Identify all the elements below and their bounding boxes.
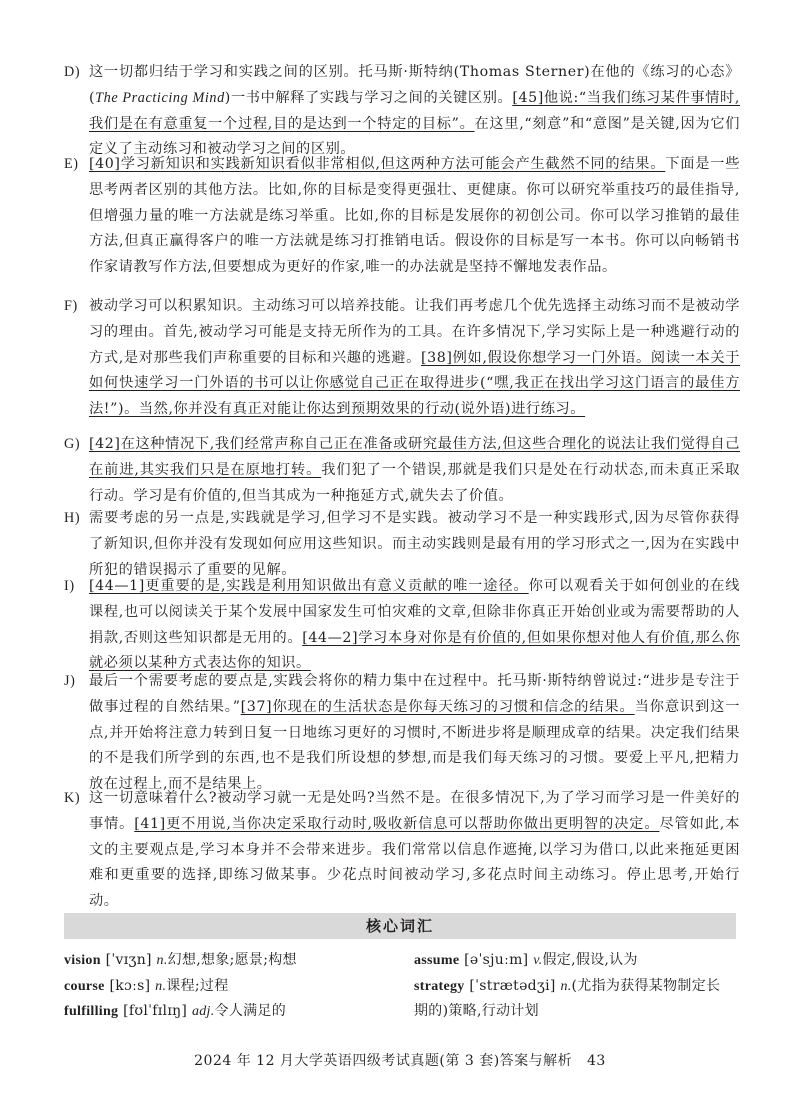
paragraph-label: J) (64, 673, 76, 689)
vocab-definition: (尤指为获得某物制定长 (571, 977, 721, 994)
paragraph-text (64, 432, 740, 509)
paragraph-text (64, 506, 740, 583)
vocab-phonetic: [fʊlˈfɪlɪŋ] (123, 1003, 188, 1019)
paragraph-label: D) (64, 64, 81, 80)
underlined-answer-41: [41]更不用说,当你决定采取行动时,吸收新信息可以帮助你做出更明智的决定。 (134, 815, 660, 832)
text-run: 下面是一些思考两者区别的其他方法。比如,你的目标是变得更强壮、更健康。你可以研究举重技巧的最佳指导,但增强力量的唯一方法就是练习举重。比如,你的目标是发展你的初创公司。你可以学习推销的最佳方法,但真正赢得客户的唯一方法就是练习打推销电话。假设你的目标是写一本书。你可以向畅销书作家请教写作方法,但要想成为更好的作家,唯一的办法就是坚持不懈地发表作品。 (89, 156, 740, 276)
vocab-pos: n. (560, 978, 572, 994)
vocab-pos: v. (533, 953, 543, 968)
vocab-definition: 假定,假设,认为 (542, 952, 638, 968)
paragraph-i (64, 574, 740, 677)
paragraph-g (64, 432, 740, 509)
vocab-phonetic: [əˈsjuːm] (464, 952, 529, 968)
text-run: 需要考虑的另一点是,实践就是学习,但学习不是实践。被动学习不是一种实践形式,因为尽管你获得了新知识,但你并没有发现如何应用这些知识。而主动实践则是最有用的学习形式之一,因为在实践中所犯的错误揭示了重要的见解。 (89, 510, 740, 578)
text-run: 最后一个需要考虑的要点是,实践会将你的精力集中在过程中。托马斯·斯特纳曾说过:“进步是专注于做事过程的自然结果。” (89, 673, 740, 715)
underlined-answer-45: [45]他说:“当我们练习某件事情时,我们是在有意重复一个过程,目的是达到一个特定的目标”。 (89, 89, 740, 132)
text-run: 这一切都归结于学习和实践之间的区别。托马斯·斯特纳(Thomas Sterner)在他的《练习的心态》( (89, 64, 740, 106)
paragraph-label: G) (64, 436, 81, 452)
vocab-word: fulfilling (64, 1004, 119, 1019)
text-run: 当你意识到这一点,并开始将注意力转到日复一日地练习更好的习惯时,不断进步将是顺理成章的结果。决定我们结果的不是我们所学到的东西,也不是我们所设想的梦想,而是我们每天练习的习惯。要爱上平凡,把精力放在过程上,而不是结果上。 (89, 698, 740, 793)
underlined-answer-44-1: [44—1]更重要的是,实践是利用知识做出有意义贡献的唯一途径。 (89, 578, 529, 594)
underlined-answer-42: [42]在这种情况下,我们经常声称自己正在准备或研究最佳方法,但这些合理化的说法让我们觉得自己在前进,其实我们只是在原地打转。 (89, 436, 740, 478)
vocab-phonetic: [kɔːs] (109, 977, 151, 994)
vocab-entry (414, 948, 740, 974)
paragraph-text (64, 786, 740, 915)
vocab-pos: n. (156, 953, 168, 968)
paragraph-e (64, 152, 740, 281)
underlined-answer-44-2: [44—2]学习本身对你是有价值的,但如果你想对他人有价值,那么你就必须以某种方式表达你的知识。 (89, 629, 740, 672)
book-title: The Practicing Mind (95, 89, 225, 106)
underlined-answer-37: [37]你现在的生活状态是你每天练习的习惯和信念的结果。 (240, 698, 635, 715)
paragraph-label: K) (64, 790, 81, 806)
text-run: 这一切意味着什么?被动学习就一无是处吗?当然不是。在很多情况下,为了学习而学习是一件美好的事情。 (89, 790, 740, 832)
vocab-word: strategy (414, 978, 465, 994)
paragraph-label: I) (64, 578, 75, 594)
paragraph-text (64, 574, 740, 677)
page-footer: 2024 年 12 月大学英语四级考试真题(第 3 套)答案与解析 43 (194, 1053, 606, 1069)
vocab-phonetic: [ˈstrætədʒi] (469, 977, 556, 994)
vocab-definition: 幻想,想象;愿景;构想 (167, 952, 297, 968)
vocab-entry (64, 999, 394, 1025)
vocabulary-heading: 核心词汇 (64, 913, 736, 939)
vocab-pos: n. (155, 978, 167, 994)
paragraph-text (64, 669, 740, 798)
vocab-definition: 令人满足的 (214, 1003, 287, 1019)
vocabulary-left-column (64, 948, 394, 1025)
vocab-pos: adj. (191, 1004, 215, 1019)
vocab-phonetic: [ˈvɪʒn] (105, 952, 152, 968)
paragraph-label: H) (64, 510, 81, 526)
vocab-definition: 期的)策略,行动计划 (414, 1003, 539, 1019)
text-run: 被动学习可以积累知识。主动练习可以培养技能。让我们再考虑几个优先选择主动练习而不是被动学习的理由。首先,被动学习可能是支持无所作为的工具。在许多情况下,学习实际上是一种逃避行动的方式,是对那些我们声称重要的目标和兴趣的逃避。 (89, 298, 740, 366)
paragraph-f (64, 294, 740, 423)
vocab-word: course (64, 978, 105, 994)
text-run: 在这里,“刻意”和“意图”是关键,因为它们定义了主动练习和被动学习之间的区别。 (89, 115, 740, 158)
underlined-answer-38: [38]例如,假设你想学习一门外语。阅读一本关于如何快速学习一门外语的书可以让你感觉自己正在取得进步(“嘿,我正在找出学习这门语言的最佳方法!”)。当然,你并没有真正对能让你达到预期效果的行动(说外语)进行练习。 (89, 349, 740, 418)
paragraph-label: E) (64, 156, 79, 172)
paragraph-text (64, 60, 740, 163)
vocab-entry-continued (414, 999, 740, 1024)
text-run: )一书中解释了实践与学习之间的关键区别。 (224, 89, 513, 106)
vocab-word: vision (64, 953, 101, 968)
vocab-definition: 课程;过程 (166, 977, 229, 994)
underlined-answer-40: [40]学习新知识和实践新知识看似非常相似,但这两种方法可能会产生截然不同的结果。 (89, 156, 666, 172)
vocab-entry (64, 948, 394, 974)
paragraph-d (64, 60, 740, 163)
paragraph-label: F) (64, 298, 78, 314)
text-run: 尽管如此,本文的主要观点是,学习本身并不会带来进步。我们常常以信息作遮掩,以学习为借口,以此来拖延更困难和更重要的选择,即练习做某事。少花点时间被动学习,多花点时间主动练习。停止思考,开始行动。 (89, 815, 740, 910)
paragraph-h (64, 506, 740, 583)
vocabulary-right-column (414, 948, 740, 1024)
paragraph-j (64, 669, 740, 798)
paragraph-text (64, 152, 740, 281)
paragraph-k (64, 786, 740, 915)
vocab-word: assume (414, 953, 460, 968)
vocab-entry (64, 974, 394, 1000)
text-run: 我们犯了一个错误,那就是我们只是处在行动状态,而未真正采取行动。学习是有价值的,但当其成为一种拖延方式,就失去了价值。 (89, 461, 740, 504)
paragraph-text (64, 294, 740, 423)
text-run: 你可以观看关于如何创业的在线课程,也可以阅读关于某个发展中国家发生可怕灾难的文章,但除非你真正开始创业或为需要帮助的人捐款,否则这些知识都是无用的。 (89, 578, 740, 646)
vocab-entry (414, 974, 740, 1000)
